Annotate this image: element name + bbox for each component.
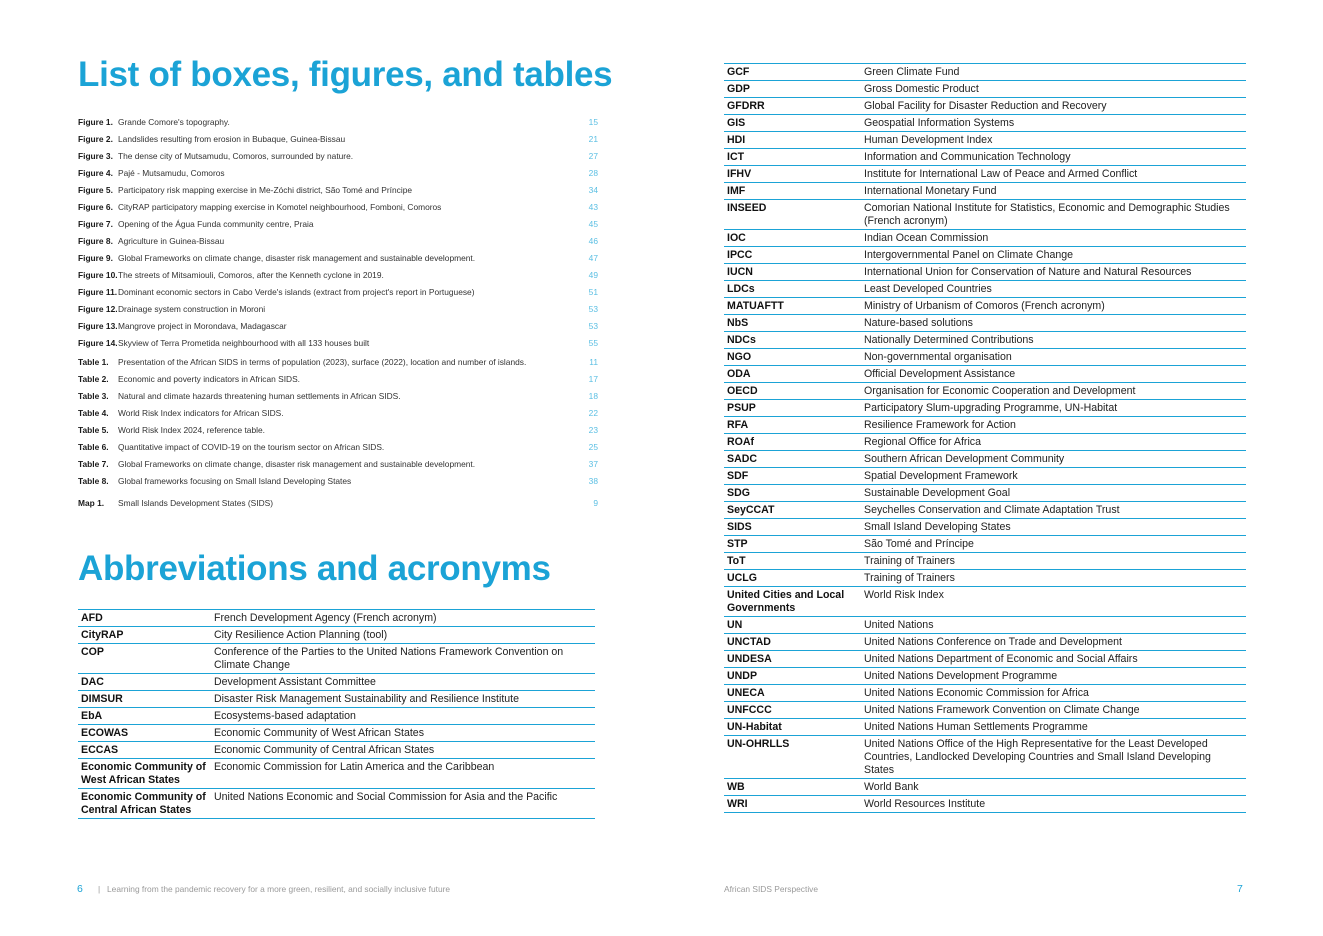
entry-label: Table 4. bbox=[78, 408, 109, 418]
entry-label: Table 7. bbox=[78, 459, 109, 469]
toc-entry[interactable] bbox=[78, 335, 598, 352]
entry-title: The dense city of Mutsamudu, Comoros, surrounded by nature. bbox=[118, 151, 354, 161]
entry-label: Figure 13. bbox=[78, 321, 118, 331]
abbreviation-definition: City Resilience Action Planning (tool) bbox=[211, 627, 595, 644]
toc-entry[interactable] bbox=[78, 250, 598, 267]
abbreviation-term: ROAf bbox=[724, 434, 861, 451]
entry-label: Figure 4. bbox=[78, 168, 113, 178]
entry-page-number: 15 bbox=[588, 117, 598, 127]
abbreviation-term: SDG bbox=[724, 485, 861, 502]
abbreviation-definition: Small Island Developing States bbox=[861, 519, 1246, 536]
entry-page-number: 46 bbox=[588, 236, 598, 246]
abbreviation-term: RFA bbox=[724, 417, 861, 434]
abbreviation-row bbox=[724, 485, 1246, 502]
abbreviation-term: WRI bbox=[724, 796, 861, 813]
toc-entry[interactable] bbox=[78, 233, 598, 250]
abbreviation-term: IPCC bbox=[724, 247, 861, 264]
abbreviation-row bbox=[78, 742, 595, 759]
entry-page-number: 49 bbox=[588, 270, 598, 280]
abbreviation-definition: Indian Ocean Commission bbox=[861, 230, 1246, 247]
toc-entry[interactable] bbox=[78, 114, 598, 131]
abbreviation-definition: United Nations Development Programme bbox=[861, 668, 1246, 685]
abbreviation-definition: Conference of the Parties to the United Nations Framework Convention on Climate Change bbox=[211, 644, 595, 674]
abbreviation-term: WB bbox=[724, 779, 861, 796]
right-page bbox=[662, 0, 1323, 936]
abbreviation-definition: Spatial Development Framework bbox=[861, 468, 1246, 485]
entry-title: Skyview of Terra Prometida neighbourhood with all 133 houses built bbox=[118, 338, 370, 348]
entry-label: Figure 14. bbox=[78, 338, 118, 348]
entry-title: The streets of Mitsamiouli, Comoros, after the Kenneth cyclone in 2019. bbox=[118, 270, 384, 280]
abbreviation-row bbox=[724, 332, 1246, 349]
toc-entry[interactable] bbox=[78, 354, 598, 371]
toc-entry[interactable] bbox=[78, 473, 598, 490]
abbreviation-row bbox=[78, 610, 595, 627]
abbreviation-row bbox=[724, 149, 1246, 166]
abbreviation-row bbox=[724, 617, 1246, 634]
abbreviation-definition: Seychelles Conservation and Climate Adaptation Trust bbox=[861, 502, 1246, 519]
abbreviation-definition: Human Development Index bbox=[861, 132, 1246, 149]
abbreviation-term: STP bbox=[724, 536, 861, 553]
abbreviation-row bbox=[724, 64, 1246, 81]
abbreviation-term: Economic Community of Central African States bbox=[78, 789, 211, 819]
abbreviation-row bbox=[724, 247, 1246, 264]
abbreviation-row bbox=[724, 132, 1246, 149]
entry-page-number: 43 bbox=[588, 202, 598, 212]
page-number: 7 bbox=[1237, 883, 1243, 895]
abbreviation-definition: Intergovernmental Panel on Climate Change bbox=[861, 247, 1246, 264]
abbreviation-term: United Cities and Local Governments bbox=[724, 587, 861, 617]
toc-entry[interactable] bbox=[78, 405, 598, 422]
abbreviation-term: OECD bbox=[724, 383, 861, 400]
abbreviation-term: DIMSUR bbox=[78, 691, 211, 708]
toc-entry[interactable] bbox=[78, 495, 598, 512]
abbreviation-term: ODA bbox=[724, 366, 861, 383]
abbreviation-definition: United Nations Department of Economic and Social Affairs bbox=[861, 651, 1246, 668]
abbreviation-term: NDCs bbox=[724, 332, 861, 349]
abbreviation-row bbox=[724, 366, 1246, 383]
abbreviation-definition: International Union for Conservation of Nature and Natural Resources bbox=[861, 264, 1246, 281]
abbreviation-term: UN bbox=[724, 617, 861, 634]
entry-title: Agriculture in Guinea-Bissau bbox=[118, 236, 225, 246]
entry-page-number: 23 bbox=[588, 425, 598, 435]
toc-entry[interactable] bbox=[78, 388, 598, 405]
abbreviation-row bbox=[724, 651, 1246, 668]
entry-label: Figure 10. bbox=[78, 270, 118, 280]
abbreviation-definition: World Bank bbox=[861, 779, 1246, 796]
entry-label: Figure 1. bbox=[78, 117, 113, 127]
abbreviation-term: IFHV bbox=[724, 166, 861, 183]
abbreviation-row bbox=[724, 519, 1246, 536]
entry-title: Natural and climate hazards threatening human settlements in African SIDS. bbox=[118, 391, 401, 401]
abbreviation-term: EbA bbox=[78, 708, 211, 725]
abbreviation-term: INSEED bbox=[724, 200, 861, 230]
entry-label: Table 2. bbox=[78, 374, 109, 384]
entry-title: Drainage system construction in Moroni bbox=[118, 304, 266, 314]
entry-page-number: 17 bbox=[588, 374, 598, 384]
abbreviation-term: LDCs bbox=[724, 281, 861, 298]
abbreviation-definition: Official Development Assistance bbox=[861, 366, 1246, 383]
toc-entry[interactable] bbox=[78, 199, 598, 216]
abbreviation-row bbox=[724, 434, 1246, 451]
abbreviation-term: ToT bbox=[724, 553, 861, 570]
abbreviation-definition: Southern African Development Community bbox=[861, 451, 1246, 468]
abbreviation-term: PSUP bbox=[724, 400, 861, 417]
toc-entry[interactable] bbox=[78, 216, 598, 233]
abbreviation-row bbox=[78, 759, 595, 789]
entry-label: Table 8. bbox=[78, 476, 109, 486]
entry-title: Quantitative impact of COVID-19 on the tourism sector on African SIDS. bbox=[118, 442, 385, 452]
entry-page-number: 55 bbox=[588, 338, 598, 348]
abbreviation-definition: International Monetary Fund bbox=[861, 183, 1246, 200]
abbreviation-row bbox=[724, 298, 1246, 315]
abbreviation-definition: Institute for International Law of Peace and Armed Conflict bbox=[861, 166, 1246, 183]
footer-separator: | bbox=[98, 884, 101, 894]
abbreviation-term: IUCN bbox=[724, 264, 861, 281]
abbreviation-definition: Least Developed Countries bbox=[861, 281, 1246, 298]
abbreviation-row bbox=[724, 81, 1246, 98]
abbreviation-term: ICT bbox=[724, 149, 861, 166]
toc-entry[interactable] bbox=[78, 456, 598, 473]
abbreviation-term: SADC bbox=[724, 451, 861, 468]
entry-title: Presentation of the African SIDS in terms of population (2023), surface (2022), location and number of islands. bbox=[118, 357, 527, 367]
toc-entry[interactable] bbox=[78, 267, 598, 284]
abbreviation-row bbox=[724, 702, 1246, 719]
abbreviation-row bbox=[724, 183, 1246, 200]
abbreviation-row bbox=[724, 230, 1246, 247]
abbreviation-term: UN-Habitat bbox=[724, 719, 861, 736]
entry-title: Opening of the Água Funda community centre, Praia bbox=[118, 219, 314, 229]
abbreviation-row bbox=[724, 668, 1246, 685]
abbreviation-definition: Ecosystems-based adaptation bbox=[211, 708, 595, 725]
entry-label: Figure 12. bbox=[78, 304, 118, 314]
abbreviation-term: HDI bbox=[724, 132, 861, 149]
abbreviation-term: NGO bbox=[724, 349, 861, 366]
abbreviations-table-left bbox=[78, 609, 595, 819]
abbreviation-row bbox=[78, 708, 595, 725]
abbreviation-row bbox=[78, 725, 595, 742]
entry-title: Participatory risk mapping exercise in Me-Zóchi district, São Tomé and Príncipe bbox=[118, 185, 413, 195]
abbreviation-row bbox=[78, 789, 595, 819]
abbreviation-term: MATUAFTT bbox=[724, 298, 861, 315]
toc-entry[interactable] bbox=[78, 148, 598, 165]
entry-page-number: 38 bbox=[588, 476, 598, 486]
abbreviation-row bbox=[724, 634, 1246, 651]
abbreviation-row bbox=[724, 736, 1246, 779]
entry-page-number: 53 bbox=[588, 304, 598, 314]
abbreviation-row bbox=[78, 674, 595, 691]
abbreviation-row bbox=[724, 315, 1246, 332]
toc-entry[interactable] bbox=[78, 284, 598, 301]
abbreviation-row bbox=[724, 264, 1246, 281]
entry-title: Dominant economic sectors in Cabo Verde's islands (extract from project's report in Portuguese) bbox=[118, 287, 475, 297]
abbreviation-definition: United Nations Office of the High Representative for the Least Developed Countries, Landlocked Developing Countries and Small Island Developing States bbox=[861, 736, 1246, 779]
abbreviation-row bbox=[724, 200, 1246, 230]
abbreviation-definition: Geospatial Information Systems bbox=[861, 115, 1246, 132]
abbreviation-term: UNFCCC bbox=[724, 702, 861, 719]
abbreviation-definition: Gross Domestic Product bbox=[861, 81, 1246, 98]
entry-label: Table 6. bbox=[78, 442, 109, 452]
abbreviation-row bbox=[724, 166, 1246, 183]
abbreviation-definition: Sustainable Development Goal bbox=[861, 485, 1246, 502]
abbreviation-definition: Development Assistant Committee bbox=[211, 674, 595, 691]
abbreviation-term: ECOWAS bbox=[78, 725, 211, 742]
entry-page-number: 11 bbox=[589, 357, 598, 367]
footer-text: African SIDS Perspective bbox=[724, 884, 819, 894]
entry-title: World Risk Index 2024, reference table. bbox=[118, 425, 265, 435]
abbreviation-term: SIDS bbox=[724, 519, 861, 536]
abbreviation-row bbox=[724, 502, 1246, 519]
abbreviation-term: IMF bbox=[724, 183, 861, 200]
abbreviation-definition: United Nations Human Settlements Programme bbox=[861, 719, 1246, 736]
abbreviation-row bbox=[724, 349, 1246, 366]
toc-entry[interactable] bbox=[78, 318, 598, 335]
toc-entry[interactable] bbox=[78, 165, 598, 182]
abbreviation-term: UCLG bbox=[724, 570, 861, 587]
abbreviation-definition: Economic Community of Central African States bbox=[211, 742, 595, 759]
entry-title: CityRAP participatory mapping exercise in Komotel neighbourhood, Fomboni, Comoros bbox=[118, 202, 442, 212]
entry-title: World Risk Index indicators for African SIDS. bbox=[118, 408, 284, 418]
entry-title: Global Frameworks on climate change, disaster risk management and sustainable development. bbox=[118, 253, 476, 263]
abbreviations-heading: Abbreviations and acronyms bbox=[78, 549, 551, 588]
entry-label: Figure 11. bbox=[78, 287, 118, 297]
abbreviation-definition: Organisation for Economic Cooperation and Development bbox=[861, 383, 1246, 400]
abbreviation-definition: Green Climate Fund bbox=[861, 64, 1246, 81]
abbreviation-row bbox=[78, 627, 595, 644]
abbreviation-term: NbS bbox=[724, 315, 861, 332]
abbreviation-row bbox=[724, 587, 1246, 617]
left-page bbox=[0, 0, 661, 936]
entry-title: Small Islands Development States (SIDS) bbox=[118, 498, 273, 508]
abbreviation-row bbox=[724, 417, 1246, 434]
abbreviation-definition: Disaster Risk Management Sustainability and Resilience Institute bbox=[211, 691, 595, 708]
abbreviation-definition: Nature-based solutions bbox=[861, 315, 1246, 332]
abbreviation-definition: São Tomé and Príncipe bbox=[861, 536, 1246, 553]
abbreviation-term: GFDRR bbox=[724, 98, 861, 115]
tables-list bbox=[78, 354, 598, 490]
toc-entry[interactable] bbox=[78, 182, 598, 199]
abbreviation-definition: United Nations Economic Commission for Africa bbox=[861, 685, 1246, 702]
entry-label: Figure 8. bbox=[78, 236, 113, 246]
abbreviation-term: ECCAS bbox=[78, 742, 211, 759]
abbreviation-row bbox=[724, 796, 1246, 813]
entry-page-number: 28 bbox=[588, 168, 598, 178]
entry-label: Figure 6. bbox=[78, 202, 113, 212]
entry-page-number: 27 bbox=[588, 151, 598, 161]
abbreviation-definition: Global Facility for Disaster Reduction and Recovery bbox=[861, 98, 1246, 115]
entry-label: Table 3. bbox=[78, 391, 109, 401]
abbreviation-definition: Resilience Framework for Action bbox=[861, 417, 1246, 434]
abbreviation-term: GCF bbox=[724, 64, 861, 81]
page-number: 6 bbox=[77, 883, 83, 895]
abbreviation-definition: United Nations Economic and Social Commission for Asia and the Pacific bbox=[211, 789, 595, 819]
abbreviation-row bbox=[724, 570, 1246, 587]
entry-title: Economic and poverty indicators in African SIDS. bbox=[118, 374, 301, 384]
abbreviation-definition: Economic Commission for Latin America and the Caribbean bbox=[211, 759, 595, 789]
abbreviation-row bbox=[724, 719, 1246, 736]
entry-label: Table 1. bbox=[78, 357, 109, 367]
entry-page-number: 51 bbox=[588, 287, 598, 297]
entry-label: Figure 9. bbox=[78, 253, 113, 263]
entry-label: Map 1. bbox=[78, 498, 105, 508]
abbreviation-row bbox=[724, 451, 1246, 468]
footer-text: Learning from the pandemic recovery for a more green, resilient, and socially inclusive future bbox=[107, 884, 451, 894]
abbreviation-row bbox=[724, 383, 1246, 400]
abbreviation-row bbox=[724, 400, 1246, 417]
abbreviation-term: COP bbox=[78, 644, 211, 674]
abbreviation-definition: French Development Agency (French acronym) bbox=[211, 610, 595, 627]
abbreviation-definition: Nationally Determined Contributions bbox=[861, 332, 1246, 349]
abbreviation-term: SDF bbox=[724, 468, 861, 485]
entry-label: Figure 2. bbox=[78, 134, 113, 144]
abbreviation-term: DAC bbox=[78, 674, 211, 691]
entry-title: Grande Comore's topography. bbox=[118, 117, 230, 127]
abbreviation-definition: Regional Office for Africa bbox=[861, 434, 1246, 451]
abbreviation-definition: Ministry of Urbanism of Comoros (French acronym) bbox=[861, 298, 1246, 315]
abbreviation-definition: Training of Trainers bbox=[861, 570, 1246, 587]
entry-label: Table 5. bbox=[78, 425, 109, 435]
abbreviation-row bbox=[724, 468, 1246, 485]
abbreviation-row bbox=[724, 685, 1246, 702]
toc-entry[interactable] bbox=[78, 439, 598, 456]
maps-list bbox=[78, 495, 598, 512]
abbreviation-term: UNECA bbox=[724, 685, 861, 702]
entry-title: Global Frameworks on climate change, disaster risk management and sustainable development. bbox=[118, 459, 476, 469]
abbreviation-definition: United Nations Conference on Trade and Development bbox=[861, 634, 1246, 651]
toc-entry[interactable] bbox=[78, 301, 598, 318]
abbreviation-definition: Training of Trainers bbox=[861, 553, 1246, 570]
abbreviation-definition: United Nations bbox=[861, 617, 1246, 634]
entry-page-number: 53 bbox=[588, 321, 598, 331]
abbreviation-row bbox=[78, 691, 595, 708]
entry-title: Landslides resulting from erosion in Bubaque, Guinea-Bissau bbox=[118, 134, 346, 144]
abbreviation-definition: Non-governmental organisation bbox=[861, 349, 1246, 366]
entry-page-number: 21 bbox=[588, 134, 598, 144]
abbreviation-term: Economic Community of West African States bbox=[78, 759, 211, 789]
entry-page-number: 18 bbox=[588, 391, 598, 401]
entry-label: Figure 7. bbox=[78, 219, 113, 229]
abbreviation-row bbox=[724, 281, 1246, 298]
abbreviation-definition: United Nations Framework Convention on Climate Change bbox=[861, 702, 1246, 719]
entry-page-number: 9 bbox=[593, 498, 598, 508]
abbreviation-definition: World Risk Index bbox=[861, 587, 1246, 617]
abbreviation-definition: Information and Communication Technology bbox=[861, 149, 1246, 166]
toc-entry[interactable] bbox=[78, 371, 598, 388]
abbreviation-term: AFD bbox=[78, 610, 211, 627]
abbreviation-definition: Comorian National Institute for Statistics, Economic and Demographic Studies (French acronym) bbox=[861, 200, 1246, 230]
abbreviation-row bbox=[724, 115, 1246, 132]
abbreviation-term: CityRAP bbox=[78, 627, 211, 644]
abbreviation-term: IOC bbox=[724, 230, 861, 247]
abbreviation-row bbox=[724, 98, 1246, 115]
abbreviation-term: UNCTAD bbox=[724, 634, 861, 651]
entry-page-number: 37 bbox=[588, 459, 598, 469]
abbreviation-term: GDP bbox=[724, 81, 861, 98]
abbreviation-row bbox=[724, 536, 1246, 553]
abbreviation-term: GIS bbox=[724, 115, 861, 132]
entry-title: Global frameworks focusing on Small Island Developing States bbox=[118, 476, 352, 486]
entry-title: Mangrove project in Morondava, Madagascar bbox=[118, 321, 287, 331]
entry-title: Pajé - Mutsamudu, Comoros bbox=[118, 168, 225, 178]
abbreviation-row bbox=[78, 644, 595, 674]
abbreviation-term: UNDESA bbox=[724, 651, 861, 668]
entry-page-number: 25 bbox=[588, 442, 598, 452]
entry-label: Figure 5. bbox=[78, 185, 113, 195]
toc-entry[interactable] bbox=[78, 422, 598, 439]
abbreviation-term: UNDP bbox=[724, 668, 861, 685]
abbreviations-table-right bbox=[724, 63, 1246, 813]
abbreviation-term: UN-OHRLLS bbox=[724, 736, 861, 779]
entry-page-number: 22 bbox=[588, 408, 598, 418]
abbreviation-term: SeyCCAT bbox=[724, 502, 861, 519]
abbreviation-definition: Participatory Slum-upgrading Programme, UN-Habitat bbox=[861, 400, 1246, 417]
abbreviation-row bbox=[724, 779, 1246, 796]
abbreviation-row bbox=[724, 553, 1246, 570]
entry-page-number: 34 bbox=[588, 185, 598, 195]
toc-entry[interactable] bbox=[78, 131, 598, 148]
entry-page-number: 47 bbox=[588, 253, 598, 263]
abbreviation-definition: Economic Community of West African States bbox=[211, 725, 595, 742]
figures-list bbox=[78, 114, 598, 352]
list-heading: List of boxes, figures, and tables bbox=[78, 55, 613, 94]
entry-page-number: 45 bbox=[588, 219, 598, 229]
abbreviation-definition: World Resources Institute bbox=[861, 796, 1246, 813]
entry-label: Figure 3. bbox=[78, 151, 113, 161]
